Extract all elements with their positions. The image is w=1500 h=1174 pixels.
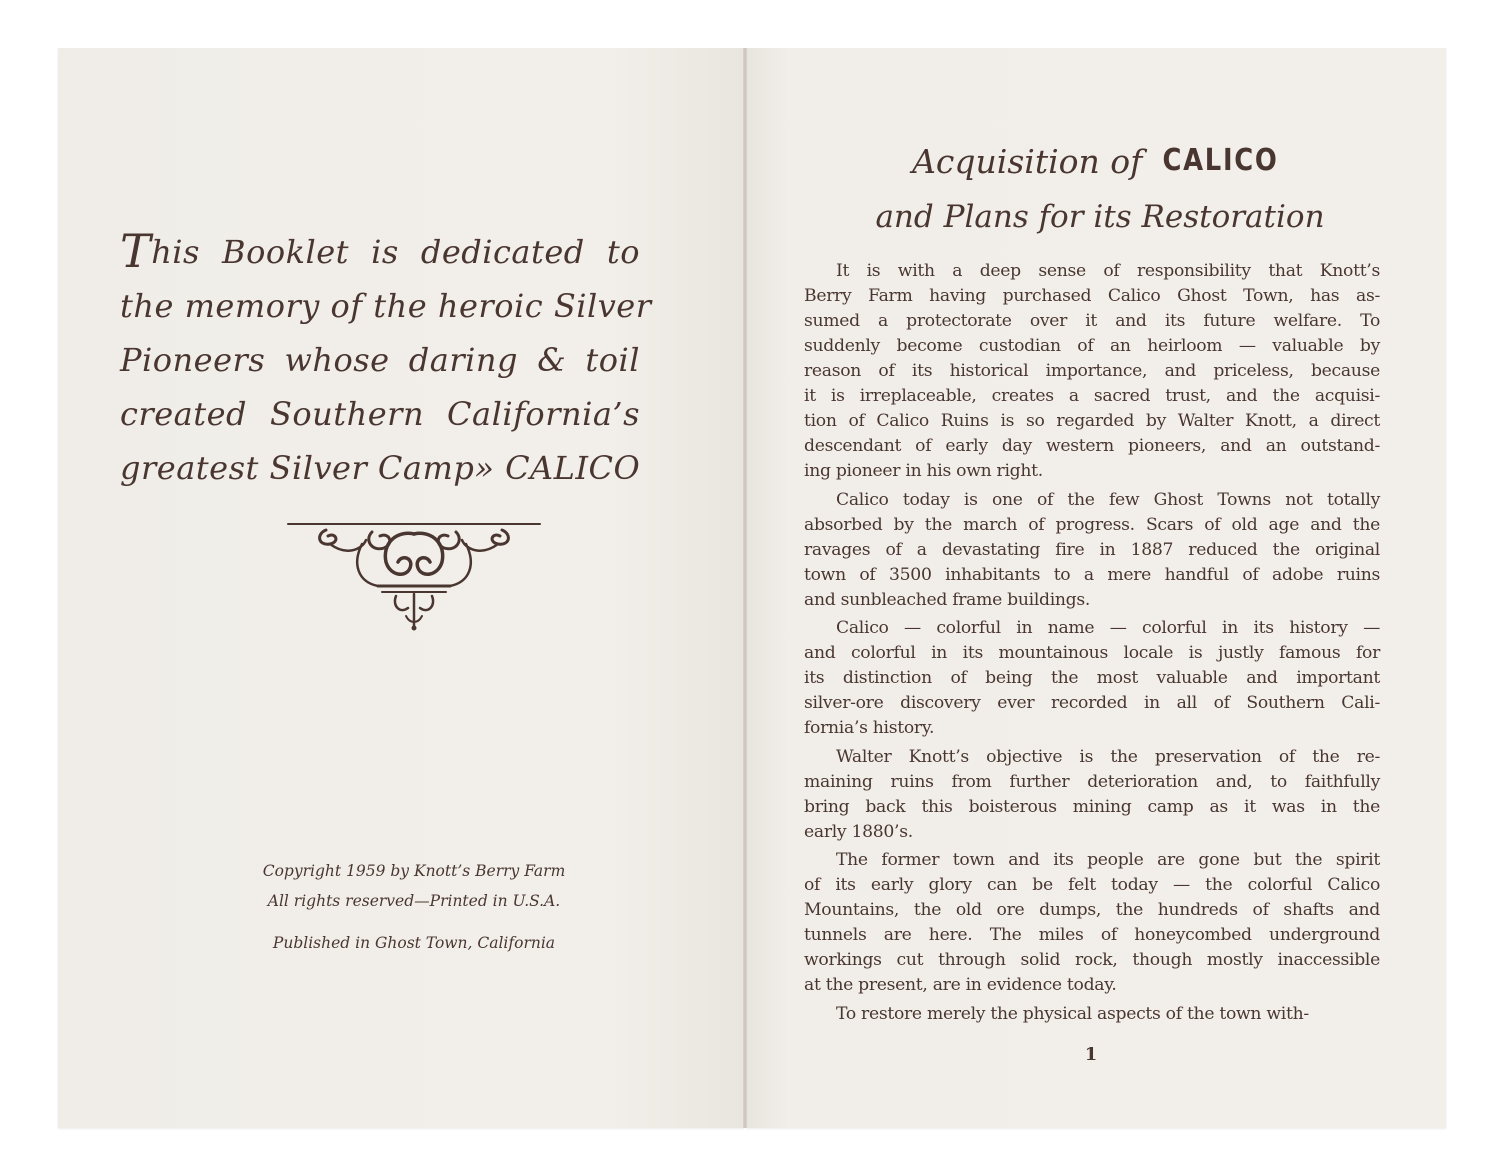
body-text [804, 259, 1380, 1030]
body-line: ravages of a devastating fire in 1887 reduced the original [804, 539, 1380, 560]
body-line: absorbed by the march of progress. Scars of old age and the [804, 514, 1380, 535]
body-line: descendant of early day western pioneers, and an outstand- [804, 436, 1380, 456]
body-line: Calico today is one of the few Ghost Towns not totally [836, 489, 1380, 510]
publisher-line: Published in Ghost Town, California [272, 934, 556, 952]
body-line: Walter Knott’s objective is the preservation of the re- [836, 746, 1380, 767]
body-line: town of 3500 inhabitants to a mere handful of adobe ruins [804, 564, 1380, 585]
body-line: and colorful in its mountainous locale is justly famous for [804, 643, 1380, 663]
rights-line: All rights reserved—Printed in U.S.A. [267, 892, 561, 910]
body-paragraph [804, 259, 1380, 484]
scrollwork-ornament-icon [286, 520, 542, 632]
body-line: tion of Calico Ruins is so regarded by Walter Knott, a direct [804, 411, 1380, 431]
copyright-line: Copyright 1959 by Knott’s Berry Farm [262, 862, 566, 880]
dedication-text [120, 224, 652, 495]
body-line: of its early glory can be felt today — the colorful Calico [804, 875, 1380, 895]
copyright-block [210, 856, 618, 958]
body-line: suddenly become custodian of an heirloom — valuable by [804, 336, 1380, 356]
body-paragraph [804, 745, 1380, 845]
dedication-line-2: the memory of the heroic Silver [120, 287, 652, 325]
title-line-1 [780, 133, 1420, 189]
body-line: workings cut through solid rock, though mostly inaccessible [804, 950, 1380, 970]
body-line: it is irreplaceable, creates a sacred trust, and the acquisi- [804, 386, 1380, 406]
body-line: its distinction of being the most valuable and important [804, 668, 1380, 688]
body-line: silver-ore discovery ever recorded in all of Southern Cali- [804, 693, 1380, 713]
body-line: bring back this boisterous mining camp as it was in the [804, 796, 1380, 817]
title-line-2: and Plans for its Restoration [875, 199, 1325, 235]
body-line: Calico — colorful in name — colorful in its history — [836, 618, 1380, 638]
page-number: 1 [1084, 1044, 1098, 1065]
body-line: reason of its historical importance, and priceless, because [804, 361, 1380, 381]
body-line: early 1880’s. [804, 821, 913, 842]
title-prefix: Acquisition of [912, 142, 1143, 181]
body-line: sumed a protectorate over it and its future welfare. To [804, 311, 1380, 331]
body-line: tunnels are here. The miles of honeycombed underground [804, 925, 1380, 945]
body-line: ing pioneer in his own right. [804, 461, 1043, 481]
book-gutter [743, 48, 747, 1128]
dedication-line-4: created Southern California’s [120, 395, 640, 433]
dedication-dropcap: T [120, 224, 152, 278]
body-paragraph [804, 1002, 1380, 1027]
body-line: It is with a deep sense of responsibility that Knott’s [836, 261, 1380, 281]
body-line: Mountains, the old ore dumps, the hundreds of shafts and [804, 900, 1380, 920]
dedication-line-3: Pioneers whose daring & toil [120, 341, 640, 379]
body-line: The former town and its people are gone but the spirit [836, 850, 1380, 870]
body-paragraph [804, 616, 1380, 741]
body-paragraph [804, 848, 1380, 998]
body-line: maining ruins from further deterioration and, to faithfully [804, 771, 1380, 792]
body-line: fornia’s history. [804, 718, 935, 738]
body-line: and sunbleached frame buildings. [804, 589, 1091, 610]
dedication-line-1: This Booklet is dedicated to [120, 224, 640, 278]
body-line: at the present, are in evidence today. [804, 975, 1117, 995]
dedication-line-5: greatest Silver Camp» CALICO [120, 449, 641, 487]
title-calico: CALICO [1162, 143, 1279, 178]
body-paragraph [804, 488, 1380, 613]
body-line: To restore merely the physical aspects of the town with- [836, 1003, 1309, 1024]
chapter-title [780, 133, 1420, 245]
body-line: Berry Farm having purchased Calico Ghost Town, has as- [804, 286, 1380, 306]
